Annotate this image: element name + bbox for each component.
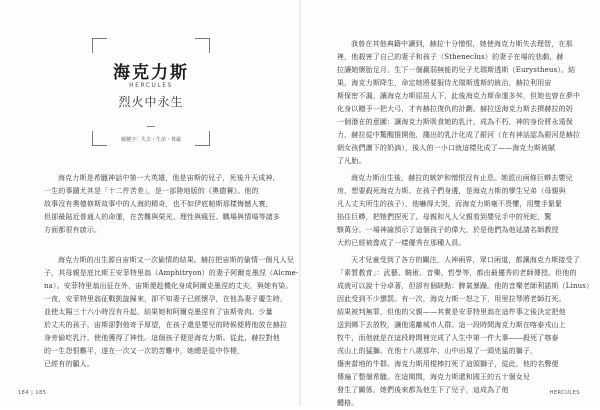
text-line: 裡，他殺害了自己的妻子和孩子（Stheneclus）的妻子在場的悲劇，赫 — [337, 53, 564, 61]
text-line: 身旁偷吃乳汁，使他獲得了神性。這個孩子便是海克力斯。從此，赫拉對他 — [44, 334, 280, 342]
text-line: 了凡胎。 — [337, 157, 366, 165]
chapter-title: 海克力斯 — [113, 63, 189, 83]
text-line: 朝女孩們灑下的奶滴），後人的一小口就這樣化成了——海克力斯被賦 — [337, 144, 556, 152]
text-line: 體格。 — [337, 399, 359, 407]
text-line: 故事沒有奧德修斯故事中的人海的精奇，也不如伊底帕斯那樣悔憾人寰， — [44, 200, 273, 208]
paragraph — [337, 38, 581, 168]
text-line: 我曾在其他典籍中讀到，赫拉十分憎恨，她使海克力斯失去理智，在那 — [351, 40, 573, 48]
text-line: 戎山上的猛獅。在他十八歲那年，山中出現了一頭兇猛的獅子， — [337, 347, 538, 355]
text-line: 已經有的顧人。 — [44, 360, 95, 368]
text-line: 一生的事蹟尤其是「十二件苦差」，是一部陸地版的《奧德賽》。他的 — [44, 187, 259, 195]
text-line: 一個潛在的意圖：讓海克力斯吸食她的乳汁，成為不朽，神的身份將永遠保 — [337, 118, 573, 126]
text-line: 房，想要殺死海克力斯。在孩子們身邊，是海克力斯的孿生兄弟（母親與 — [337, 187, 566, 195]
text-line: 結果被判無罪，但他的父親——其實是安菲特里翁在這件事之後決定把他 — [337, 308, 566, 316]
chapter-keywords: 關鍵字：失去・生命・尊嚴 — [120, 137, 181, 143]
text-line: 掐住巨蟒，把牠們捏死了。母親和凡人父親看到嬰兒手中的死蛇，驚 — [337, 213, 552, 221]
text-line: 駭萬分。一場神諭預示了這個孩子的偉大，於是他們為他延請名師教授 — [337, 226, 559, 234]
text-line: 方面都很有啟示。 — [44, 226, 102, 234]
text-line: 拉讓她懷胎足月，生下一個羸弱無能的兒子尤瑞斯透斯（Eurystheus）。結 — [337, 66, 576, 74]
left-page — [0, 0, 299, 406]
chapter-title-english: HERCULES — [129, 82, 173, 89]
frame-corner — [195, 38, 210, 53]
page-number: 184 | 185 — [18, 390, 47, 396]
text-line: 凡人丈夫所生的孩子），他嚇得大哭，而海克力斯毫不畏懼，用雙手緊緊 — [337, 200, 563, 208]
text-line: 於丈夫的孩子，宙斯卻對他寄予厚望，在孩子還是嬰兒的時候便將他放在赫拉 — [44, 321, 288, 329]
text-line: 子，其母親是底比斯王安菲特里翁（Amphitryon）的妻子阿爾克墨涅（Alcme- — [44, 269, 299, 277]
text-line: 斯保密不漏，讓海克力斯屈居人下，此後海克力斯命運多舛，但她也曾在夢中 — [337, 92, 581, 100]
text-line: 力，赫拉從中驚醒推開他，濺出的乳汁化成了銀河（在有神話認為銀河是赫拉 — [337, 131, 581, 139]
running-footer: HERCULES — [549, 390, 580, 396]
paragraph — [44, 254, 299, 371]
right-page — [301, 0, 600, 406]
text-line: 送到鄉下去放牧，讓他遠離城市人群。這一段時間海克力斯在喀泰戎山上 — [337, 321, 566, 329]
text-line: 因此受到不少懲罰。有一次，海克力斯一怒之下，用里拉琴將老師打死。 — [337, 295, 566, 303]
text-line: 發生了關係，她們後來都為他生下了兒子，這成為了他 — [337, 386, 509, 394]
text-line: 果，海克力斯降生，命定她將要服侍尤瑞斯透斯的統治，赫拉利用宙 — [337, 79, 552, 87]
text-line: 傳遍了整個希臘。在這期間，海克力斯還和國王的五十個女兒 — [337, 373, 531, 381]
text-line: 一夜，安菲特里翁征戰凱旋歸來，卻不知妻子已經懷孕，在他為妻子慶生時， — [44, 295, 288, 303]
text-line: 傷害當地的牛群。海克力斯用棍棒打死了這頭獅子，從此，他的名聲便 — [337, 360, 559, 368]
text-line: 成就可以說十分卓著，但卻有個缺點：脾氣暴躁。他的音樂老師利諾斯（Linus） — [337, 282, 594, 290]
paragraph — [337, 172, 573, 250]
text-line: 大約已經被像成了一樣優秀在那種人員。 — [337, 239, 466, 247]
text-line: 天才兒童受到了各方的關注，人神兩界，眾口兩道，都讓海克力斯接受了 — [351, 256, 580, 264]
text-line: na）。安菲特里翁出征在外，宙斯便趁機化身成阿爾克墨涅的丈夫，與她有染。 — [44, 282, 293, 290]
divider — [147, 126, 155, 127]
text-line: 海克力斯出生後，赫拉的嫉妒和憎恨沒有止息。她派出兩條巨蟒去嬰兒 — [351, 174, 573, 182]
chapter-subtitle: 烈火中永生 — [118, 95, 184, 109]
text-line: 的一生怨恨難平，遂在一次又一次的苦難中，她總是從中作梗， — [44, 347, 245, 355]
text-line: 牧牛，而他就是在這段時間裡完成了人生中第一件大事——殺死了喀泰 — [337, 334, 559, 342]
paragraph — [44, 172, 280, 237]
chapter-title-block — [92, 38, 210, 146]
text-line: 海克力斯的出生源自宙斯又一次偷情的結果。赫拉把宙斯的偷情一個凡人兒 — [58, 256, 294, 264]
text-line: 海克力斯是希臘神話中第一大英雄，他是宙斯的兒子，死後升天成神， — [58, 174, 280, 182]
text-line: 「素質教育」：武藝、騎術、音樂、哲學等，都由最優秀的老師傳授。但他的 — [337, 269, 577, 277]
frame-corner — [92, 38, 107, 53]
text-line: 並使太陽三十六小時沒有升起，結果她和阿爾克墨涅有了宙斯骨肉。少量 — [44, 308, 273, 316]
text-line: 但卻最貼近普通人的命運，在苦難與榮光、理性與瘋狂、職場與情場等諸多 — [44, 213, 280, 221]
text-line: 化身以贈予一把大弓，才有赫拉復仇的計劃。赫拉送海克力斯去擠赫拉的奶 — [337, 105, 573, 113]
